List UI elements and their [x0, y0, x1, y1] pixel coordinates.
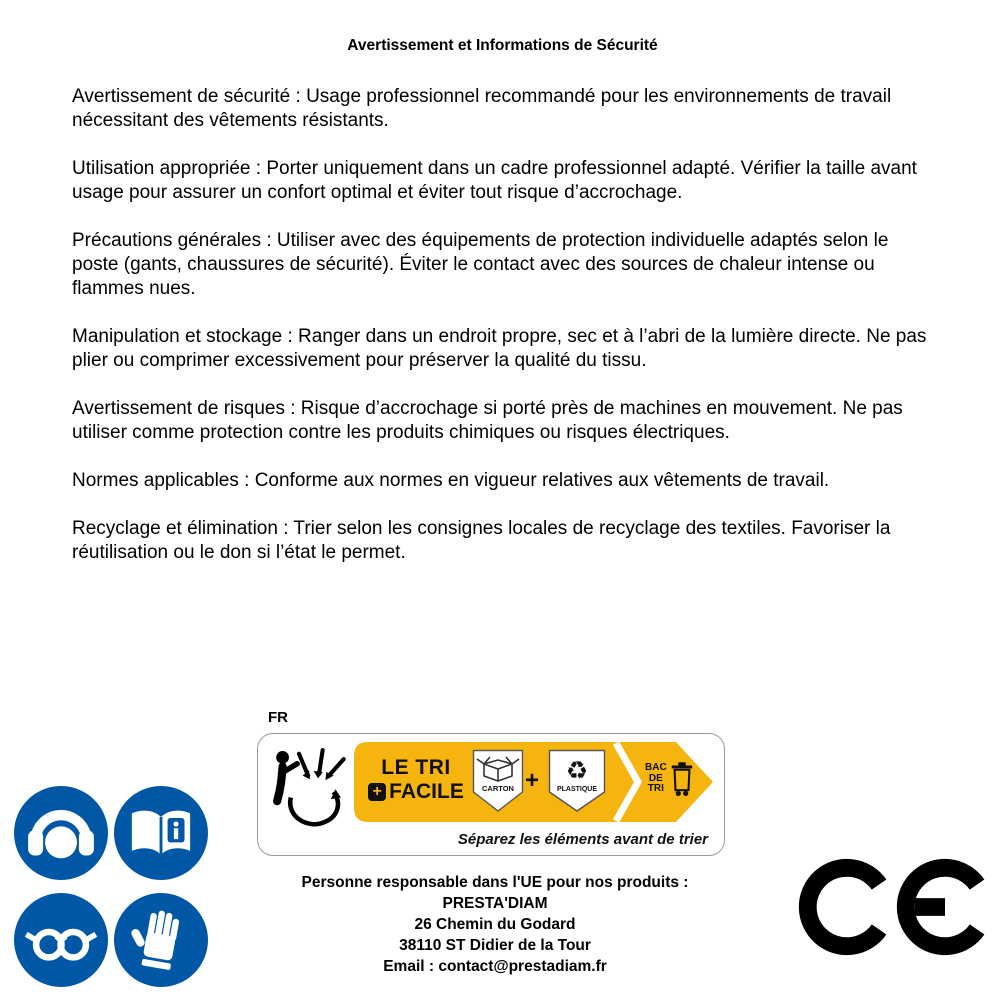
wear-eye-protection-icon [14, 893, 108, 987]
contact-email: Email : contact@prestadiam.fr [383, 958, 607, 975]
info-tri-box [257, 733, 725, 856]
paragraph-utilisation-appropriee: Utilisation appropriée : Porter uniquement dans un cadre professionnel adapté. Vérifier la taille avant usage pour assurer un confort optimal et éviter tout risque d’accrochage. [72, 158, 917, 203]
carton-badge [472, 749, 524, 813]
ear-muffs-glyph [14, 786, 108, 880]
safety-goggles-glyph [14, 893, 108, 987]
tri-banner [354, 742, 714, 822]
paragraph-precautions-generales: Précautions générales : Utiliser avec des équipements de protection individuelle adaptés selon le poste (gants, chaussures de sécurité). Éviter le contact avec des sources de chaleur intense ou flammes nues. [72, 230, 889, 299]
read-instruction-manual-icon [114, 786, 208, 880]
headline-facile: FACILE [389, 780, 464, 803]
responsible-party-block [250, 872, 740, 977]
triman-icon [268, 744, 350, 840]
responsible-intro: Personne responsable dans l'UE pour nos produits : [301, 874, 689, 891]
bin-label-line: TRI [647, 783, 664, 795]
paragraph-normes-applicables: Normes applicables : Conforme aux normes en vigueur relatives aux vêtements de travail. [72, 470, 830, 491]
company-name: PRESTA'DIAM [442, 895, 548, 912]
wear-ear-protection-icon [14, 786, 108, 880]
paragraph-avertissement-securite: Avertissement de sécurité : Usage professionnel recommandé pour les environnements de travail nécessitant des vêtements résistants. [72, 86, 892, 131]
bin-label-line: DE [648, 772, 663, 784]
city-address: 38110 ST Didier de la Tour [399, 937, 591, 954]
page-title: Avertissement et Informations de Sécurité [347, 37, 658, 55]
materials-plus-separator: + [525, 767, 540, 794]
plus-badge-icon: + [368, 783, 386, 801]
sorting-bin-icon [669, 759, 695, 799]
plastique-badge [548, 749, 606, 813]
wear-protective-gloves-icon [114, 893, 208, 987]
open-book-glyph [114, 786, 208, 880]
mandatory-pictograms [14, 786, 208, 987]
ce-marking-icon [798, 858, 994, 956]
headline-le-tri: LE TRI [381, 756, 451, 779]
protective-glove-glyph [114, 893, 208, 987]
bin-label-line: BAC [645, 762, 667, 774]
plastic-recycling-icon: ♻ [565, 757, 589, 785]
sorting-tagline: Séparez les éléments avant de trier [457, 831, 708, 848]
bac-de-tri [645, 759, 695, 799]
street-address: 26 Chemin du Godard [414, 916, 576, 933]
carton-label: CARTON [482, 784, 514, 793]
country-code-label: FR [268, 709, 288, 726]
plastique-label: PLASTIQUE [556, 786, 598, 793]
safety-text-body [72, 85, 940, 589]
paragraph-manipulation-stockage: Manipulation et stockage : Ranger dans un endroit propre, sec et à l’abri de la lumière directe. Ne pas plier ou comprimer excessivement pour préserver la qualité du tissu. [72, 326, 927, 371]
paragraph-recyclage-elimination: Recyclage et élimination : Trier selon les consignes locales de recyclage des textiles. Favoriser la réutilisation ou le don si l’état le permet. [72, 518, 891, 563]
tri-headline [364, 757, 468, 802]
paragraph-avertissement-risques: Avertissement de risques : Risque d’accrochage si porté près de machines en mouvement. Ne pas utiliser comme protection contre les produits chimiques ou risques électriques. [72, 398, 903, 443]
